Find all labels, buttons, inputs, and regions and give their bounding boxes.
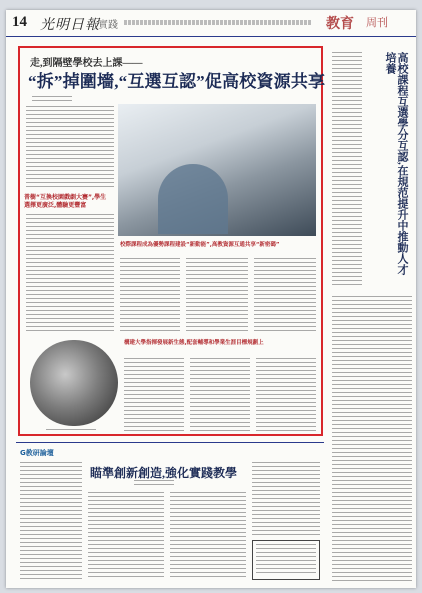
bottom-col-1 (20, 462, 82, 580)
right-article-intro (332, 52, 362, 288)
section-label-right: 教育 (326, 17, 354, 32)
bottom-article (16, 442, 324, 584)
bottom-article-byline (134, 480, 174, 487)
body-column-7 (256, 358, 316, 432)
newspaper-page (6, 10, 416, 588)
body-column-6 (190, 358, 250, 432)
page-header (6, 10, 416, 37)
bottom-col-2 (88, 492, 164, 580)
intro-paragraph (26, 106, 114, 190)
bottom-divider (16, 442, 324, 443)
right-article-column (332, 46, 412, 586)
body-column-2 (120, 258, 180, 334)
body-column-4 (254, 258, 316, 334)
right-article-body (332, 296, 412, 584)
article-kicker: 走,到隔壁學校去上課—— (30, 58, 143, 69)
bottom-info-box (252, 540, 320, 580)
header-meta-line (124, 20, 312, 25)
highlighted-feature-article[interactable] (18, 46, 326, 436)
photo-credit (46, 429, 96, 435)
page-number: 14 (12, 14, 27, 30)
lab-photo (118, 104, 316, 236)
body-column-1 (26, 214, 114, 334)
photo-caption-heading: 校際課程成為優勢課程建設“新動能”,高教資源互通共享“新密碼” (120, 242, 280, 248)
body-column-3 (186, 258, 248, 334)
newspaper-masthead: 光明日報 (40, 18, 100, 33)
subheading-2: 構建大學指揮發展新生態,配套輔導和學業生涯目標規劃上 (124, 340, 264, 346)
subheading-1: 普樹“互換校園戲劇大賽”,學生選擇更廣泛,體驗更豐富 (24, 194, 107, 209)
bottom-col-4 (252, 462, 320, 536)
right-article-title: 高校課程互選學分互認,在規范提升中推動人才培養 (384, 52, 408, 275)
section-sublabel-right: 周刊 (366, 17, 388, 29)
article-headline: “拆”掉圍墻,“互選互認”促高校資源共享 (28, 72, 326, 91)
students-circle-photo (30, 340, 118, 426)
section-label-left: 實踐 (98, 20, 118, 31)
bottom-section-tag: G教研論壇 (20, 449, 54, 457)
bottom-article-title: 瞄準創新創造,強化實踐教學 (90, 466, 238, 480)
body-column-5 (124, 358, 184, 432)
bottom-col-3 (170, 492, 246, 580)
article-byline-block (32, 96, 72, 103)
